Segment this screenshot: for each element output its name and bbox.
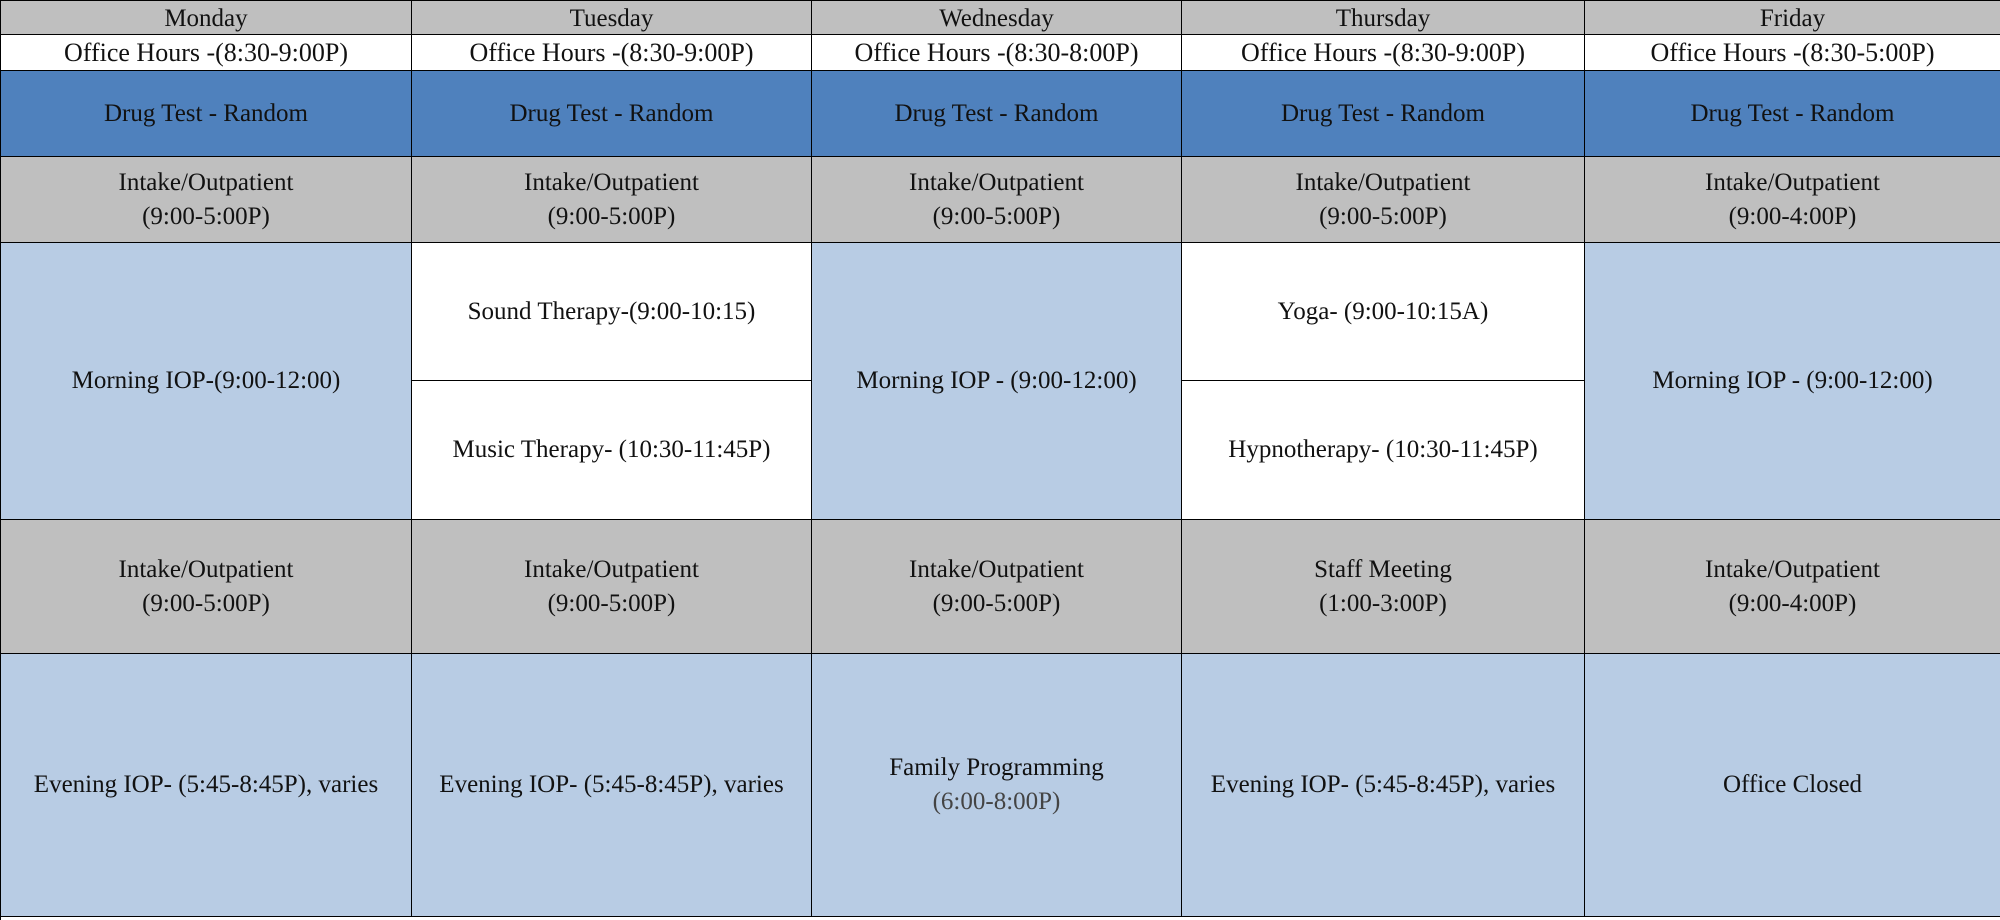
drug-test-friday: Drug Test - Random <box>1585 71 2000 157</box>
staff-meeting-thursday <box>1182 520 1585 654</box>
slot-title: Intake/Outpatient <box>1705 555 1880 583</box>
intake-slot-friday <box>1585 157 2000 243</box>
slot-time: (1:00-3:00P) <box>1319 589 1447 617</box>
slot-title: Intake/Outpatient <box>118 555 294 583</box>
morning-iop-friday: Morning IOP - (9:00-12:00) <box>1585 243 2000 520</box>
intake-time: (9:00-5:00P) <box>547 202 676 230</box>
day-header-tuesday: Tuesday <box>412 1 812 35</box>
drug-test-thursday: Drug Test - Random <box>1182 71 1585 157</box>
drug-test-monday: Drug Test - Random <box>1 71 412 157</box>
intake-title: Intake/Outpatient <box>1705 168 1880 196</box>
evening-iop-thursday: Evening IOP- (5:45-8:45P), varies <box>1182 654 1585 917</box>
evening-iop-tuesday: Evening IOP- (5:45-8:45P), varies <box>412 654 812 917</box>
office-hours-thursday: Office Hours -(8:30-9:00P) <box>1182 35 1585 71</box>
intake-slot-wednesday <box>812 157 1182 243</box>
intake-slot-monday <box>1 157 412 243</box>
slot-title: Intake/Outpatient <box>524 555 699 583</box>
intake-time: (9:00-5:00P) <box>142 202 270 230</box>
drug-test-wednesday: Drug Test - Random <box>812 71 1182 157</box>
intake-title: Intake/Outpatient <box>524 168 699 196</box>
slot-title: Staff Meeting <box>1314 555 1452 583</box>
drug-test-tuesday: Drug Test - Random <box>412 71 812 157</box>
family-programming-wednesday <box>812 654 1182 917</box>
family-programming-time: (6:00-8:00P) <box>932 788 1061 815</box>
afternoon-slot-wednesday <box>812 520 1182 654</box>
intake-title: Intake/Outpatient <box>1295 168 1471 196</box>
afternoon-slot-friday <box>1585 520 2000 654</box>
morning-iop-wednesday: Morning IOP - (9:00-12:00) <box>812 243 1182 520</box>
intake-time: (9:00-5:00P) <box>1319 202 1447 230</box>
hypnotherapy-thursday: Hypnotherapy- (10:30-11:45P) <box>1182 381 1585 520</box>
intake-title: Intake/Outpatient <box>909 168 1084 196</box>
music-therapy-tuesday: Music Therapy- (10:30-11:45P) <box>412 381 812 520</box>
morning-iop-monday: Morning IOP-(9:00-12:00) <box>1 243 412 520</box>
office-closed-friday: Office Closed <box>1585 654 2000 917</box>
evening-iop-monday: Evening IOP- (5:45-8:45P), varies <box>1 654 412 917</box>
slot-time: (9:00-5:00P) <box>547 589 676 617</box>
office-hours-friday: Office Hours -(8:30-5:00P) <box>1585 35 2000 71</box>
intake-slot-tuesday <box>412 157 812 243</box>
intake-slot-thursday <box>1182 157 1585 243</box>
slot-time: (9:00-5:00P) <box>142 589 270 617</box>
afternoon-slot-tuesday <box>412 520 812 654</box>
office-hours-tuesday: Office Hours -(8:30-9:00P) <box>412 35 812 71</box>
day-header-friday: Friday <box>1585 1 2000 35</box>
day-header-wednesday: Wednesday <box>812 1 1182 35</box>
slot-time: (9:00-4:00P) <box>1728 589 1857 617</box>
intake-time: (9:00-5:00P) <box>932 202 1061 230</box>
slot-title: Intake/Outpatient <box>909 555 1084 583</box>
afternoon-slot-monday <box>1 520 412 654</box>
slot-time: (9:00-5:00P) <box>932 589 1061 617</box>
office-hours-monday: Office Hours -(8:30-9:00P) <box>1 35 412 71</box>
day-header-monday: Monday <box>1 1 412 35</box>
day-header-thursday: Thursday <box>1182 1 1585 35</box>
office-hours-wednesday: Office Hours -(8:30-8:00P) <box>812 35 1182 71</box>
family-programming-title: Family Programming <box>889 754 1104 782</box>
intake-time: (9:00-4:00P) <box>1728 202 1857 230</box>
intake-title: Intake/Outpatient <box>118 168 294 196</box>
sound-therapy-tuesday: Sound Therapy-(9:00-10:15) <box>412 243 812 381</box>
yoga-thursday: Yoga- (9:00-10:15A) <box>1182 243 1585 381</box>
